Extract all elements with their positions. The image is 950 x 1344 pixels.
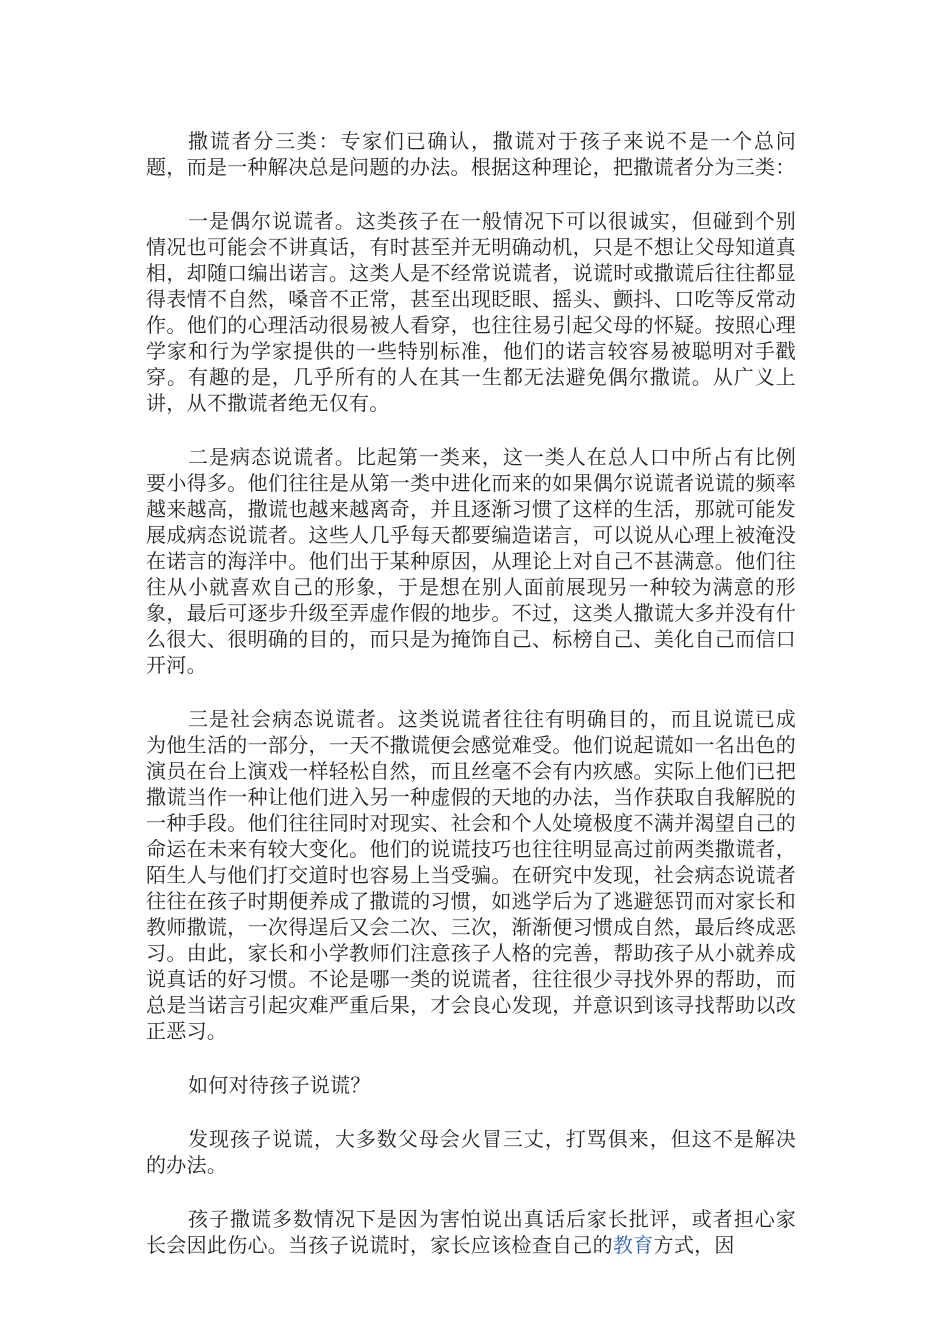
paragraph-parent-reaction: 发现孩子说谎，大多数父母会火冒三丈，打骂俱来，但这不是解决的办法。: [146, 1127, 796, 1177]
section-heading-how-to-handle: 如何对待孩子说谎？: [188, 1073, 371, 1097]
paragraph-pathological-liar: 二是病态说谎者。比起第一类来，这一类人在总人口中所占有比例要小得多。他们往往是从第一类中进化而来的如果偶尔说谎者说谎的频率越来越高，撒谎也越来越离奇，并且逐渐习惯了这样的生活，那就可能发展成病态说谎者。这些人几乎每天都要编造诺言，可以说从心理上被淹没在诺言的海洋中。他们出于某种原因，从理论上对自己不甚满意。他们往往从小就喜欢自己的形象，于是想在别人面前展现另一种较为满意的形象，最后可逐步升级至弄虚作假的地步。不过，这类人撒谎大多并没有什么很大、很明确的目的，而只是为掩饰自己、标榜自己、美化自己而信口开河。: [146, 445, 796, 677]
paragraph-liar-types-intro: 撒谎者分三类：专家们已确认，撒谎对于孩子来说不是一个总问题，而是一种解决总是问题的办法。根据这种理论，把撒谎者分为三类：: [146, 129, 796, 179]
paragraph-reasons-for-lying: [146, 1206, 796, 1258]
paragraph-text-after-link: 方式，因: [653, 1233, 735, 1257]
paragraph-occasional-liar: 一是偶尔说谎者。这类孩子在一般情况下可以很诚实，但碰到个别情况也可能会不讲真话，有时甚至并无明确动机，只是不想让父母知道真相，却随口编出诺言。这类人是不经常说谎者，说谎时或撒谎后往往都显得表情不自然，嗓音不正常，甚至出现眨眼、摇头、颤抖、口吃等反常动作。他们的心理活动很易被人看穿，也往往易引起父母的怀疑。按照心理学家和行为学家提供的一些特别标准，他们的诺言较容易被聪明对手戳穿。有趣的是，几乎所有的人在其一生都无法避免偶尔撒谎。从广义上讲，从不撒谎者绝无仅有。: [146, 209, 796, 415]
paragraph-sociopathic-liar: 三是社会病态说谎者。这类说谎者往往有明确目的，而且说谎已成为他生活的一部分，一天不撒谎便会感觉难受。他们说起谎如一名出色的演员在台上演戏一样轻松自然，而且丝毫不会有内疚感。实际上他们已把撒谎当作一种让他们进入另一种虚假的天地的办法，当作获取自我解脱的一种手段。他们往往同时对现实、社会和个人处境极度不满并渴望自己的命运在未来有较大变化。他们的说谎技巧也往往明显高过前两类撒谎者，陌生人与他们打交道时也容易上当受骗。在研究中发现，社会病态说谎者往往在孩子时期便养成了撒谎的习惯，如逃学后为了逃避惩罚而对家长和教师撒谎，一次得逞后又会二次、三次，渐渐便习惯成自然，最后终成恶习。由此，家长和小学教师们注意孩子人格的完善，帮助孩子从小就养成说真话的好习惯。不论是哪一类的说谎者，往往很少寻找外界的帮助，而总是当诺言引起灾难严重后果，才会良心发现，并意识到该寻找帮助以改正恶习。: [146, 707, 796, 1043]
document-body: [146, 128, 796, 1258]
education-link[interactable]: 教育: [612, 1233, 654, 1257]
paragraph-text-before-link: 孩子撒谎多数情况下是因为害怕说出真话后家长批评，或者担心家长会因此伤心。当孩子说谎时，家长应该检查自己的: [146, 1207, 796, 1257]
